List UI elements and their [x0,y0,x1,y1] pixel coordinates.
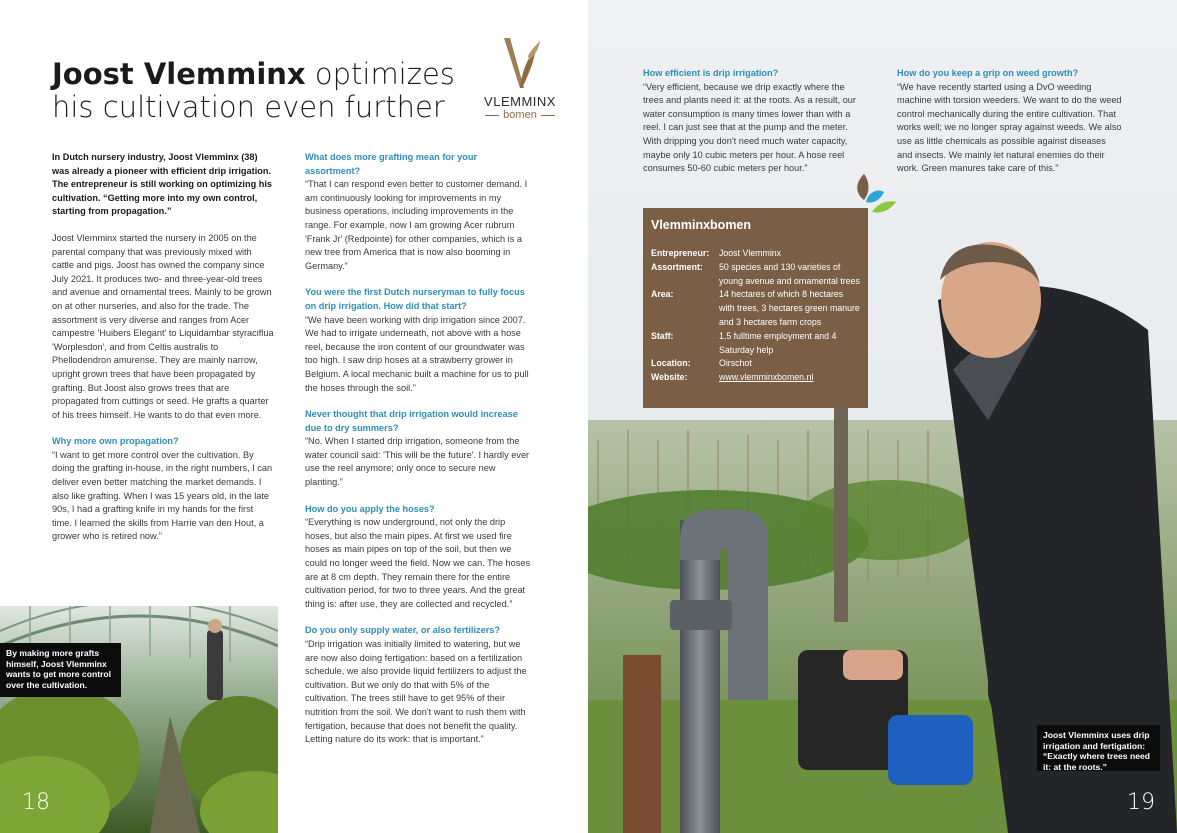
answer-paragraph: “Drip irrigation was initially limited to watering, but we are now also doing fertigation: based on a fertilization schedule, we also provide liquid fertilizers to adjust the cultivation. But we only do that with 5% of the cultivation. The trees still have to get 95% of their nutrition from the soil. We don't want to rush them with fertigation, because that does not benefit the quality. Letting nature do its work: that is important.” [305,639,527,745]
company-info-box [643,208,868,408]
question-heading: Do you only supply water, or also fertilizers? [305,625,501,636]
info-label: Entrepreneur: [651,248,710,258]
page-number-left: 18 [22,790,50,815]
info-label: Location: [651,358,691,369]
column-1 [52,151,274,557]
info-value: 1,5 fulltime employment and 4 Saturday help [719,330,837,355]
question-heading: Why more own propagation? [52,436,179,447]
info-row [651,247,860,261]
answer-paragraph: “I want to get more control over the cultivation. By doing the grafting in-house, in the right numbers, I can deliver even better matching the market demands. I also like grafting. When I was 15 years old, in the late 90s, I had a grafting knife in my hands for the first time. I learned the skills from Harrie van den Hout, a grower who is retired now.” [52,449,273,542]
info-row [651,288,860,329]
info-value: 14 hectares of which 8 hectares with trees, 3 hectares green manure and 3 hectares farm crops [719,289,860,327]
info-row [651,330,860,358]
page-number-right: 19 [1127,790,1155,815]
info-row [651,261,860,289]
vlemminx-logo [482,36,558,128]
logo-brand: VLEMMINX [484,94,556,109]
question-heading: Never thought that drip irrigation would increase due to dry summers? [305,409,518,433]
column-2 [305,151,531,760]
info-value: Oirschot [719,358,752,369]
answer-paragraph: “Very efficient, because we drip exactly where the trees and plants need it: at the roots. As a result, our water consumption is many times lower than with a reel. I can just see that at the pump and the meter. With dripping you don't need much water capacity, maybe only 10 cubic meters per hour. A hose reel consumes 50-60 cubic meters per hour.” [643,81,856,174]
info-label: Assortment: [651,261,703,272]
column-4 [897,67,1123,189]
answer-paragraph: “That I can respond even better to customer demand. I am continuously looking for improvements in my business operations, including improvements in the range. For example, now I am growing Acer rubrum 'Frank Jr' (Redpointe) for other companies, which is a new tree from America that is now also booming in Germany.” [305,179,528,271]
question-heading: How do you apply the hoses? [305,503,435,514]
page-left [0,0,588,833]
info-row [651,371,860,385]
info-label: Area: [651,289,674,300]
info-label: Staff: [651,330,674,341]
question-heading: You were the first Dutch nurseryman to fully focus on drip irrigation. How did that start? [305,287,525,311]
info-label: Website: [651,372,688,383]
answer-paragraph: “We have been working with drip irrigation since 2007. We had to irrigate underneath, not above with a hose reel, because the iron content of our groundwater was too high. I saw drip hoses at a strawberry grower in Belgium. A local mechanic built a machine for us to pull the hoses through the soil.” [305,314,529,393]
info-value: Joost Vlemminx [719,248,782,258]
website-link[interactable]: www.vlemminxbomen.nl [719,372,814,383]
photo-caption-left: By making more grafts himself, Joost Vlemminx wants to get more control over the cultivation. [0,643,121,697]
logo-sub: bomen [482,109,558,121]
question-heading: How efficient is drip irrigation? [643,68,779,78]
lead-paragraph: In Dutch nursery industry, Joost Vlemminx (38) was already a pioneer with efficient drip irrigation. The entrepreneur is still working on optimizing his cultivation. “Getting more into my own control, starting from propagation.” [52,152,273,217]
title-bold: Joost Vlemminx [52,57,306,91]
answer-paragraph: “We have recently started using a DvO weeding machine with torsion weeders. We want to do the weed control mechanically during the entire cultivation. That works well; we no longer spray against weeds. We also use as little chemicals as possible against diseases and insects. We mainly let natural enemies do their work. Green manures take care of this.” [897,81,1122,174]
intro-paragraph: Joost Vlemminx started the nursery in 2005 on the parental company that was previously mixed with cattle and pigs. Joost has owned the company since July 2021. It produces two- and three-year-old trees and avenue and ornamental trees. Mainly to be grown on at other nurseries, and also for the trade. The assortment is very diverse and ranges from Acer campestre 'Huibers Elegant' to Liquidambar styraciflua 'Worplesdon', and from Celtis australis to Phellodendron amurense. They are mainly narrow, upright grown trees that have been propagated by grafting. But Joost also grows trees that are propagated from cuttings or seed. He grafts a quarter of his trees himself. He wants to do that even more. [52,232,274,420]
info-value: 50 species and 130 varieties of young avenue and ornamental trees [719,261,860,286]
answer-paragraph: “Everything is now underground, not only the drip hoses, but also the main pipes. At first we used fire hoses as main pipes on top of the soil, but then we could no longer weed the field. Now we can. The hoses are at 8 cm depth. They remain there for the entire cultivation period, for two to three years. And the great thing is: after use, they are collected and recycled.” [305,517,531,609]
question-heading: How do you keep a grip on weed growth? [897,68,1079,78]
answer-paragraph: “No. When I started drip irrigation, someone from the water council said: 'This will be the future'. I hardly ever use the reel anymore; only once to secure new planting.” [305,436,530,488]
info-row [651,357,860,371]
column-3 [643,67,861,189]
vlemminx-leaf-logo-icon [498,36,542,92]
photo-caption-right: Joost Vlemminx uses drip irrigation and fertigation: “Exactly where trees need it: at the roots.” [1037,725,1160,771]
question-heading: What does more grafting mean for your assortment? [305,152,478,176]
title-rest: optimizes his cultivation even further [52,57,455,124]
info-box-title: Vlemminxbomen [651,218,752,232]
article-title [52,58,482,124]
